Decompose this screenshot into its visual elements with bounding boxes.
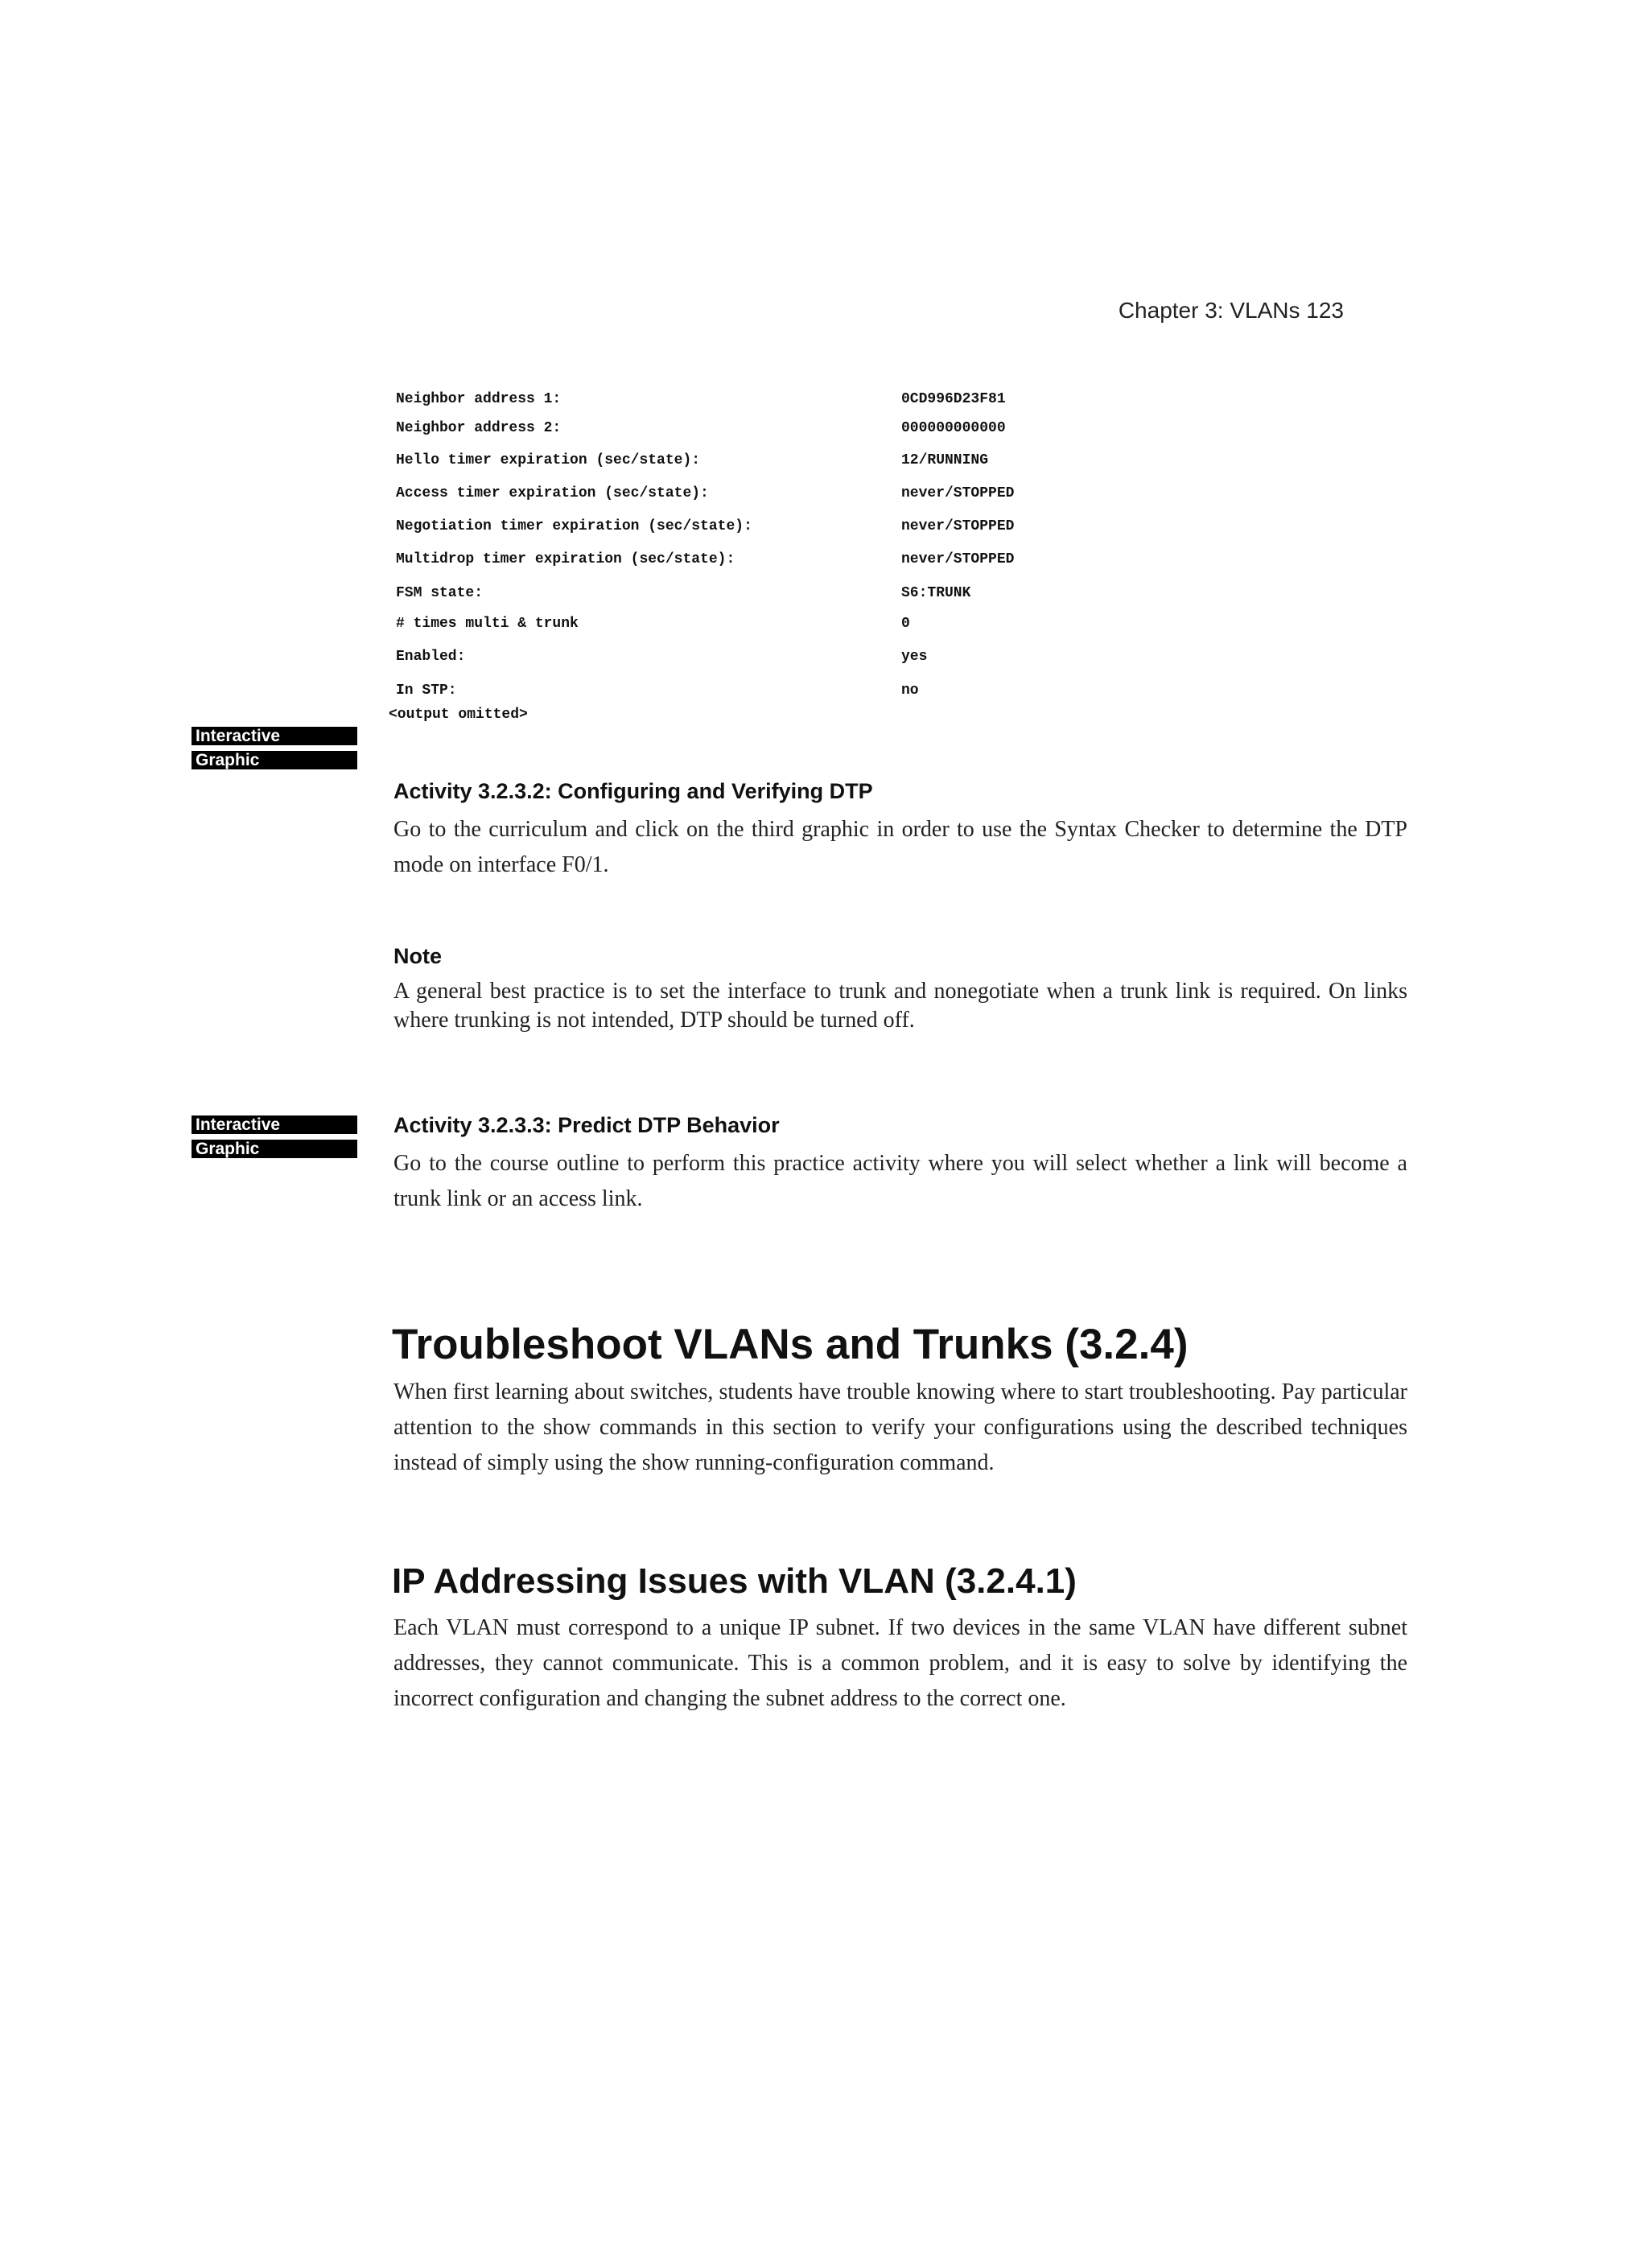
activity-title: Activity 3.2.3.3: Predict DTP Behavior [393,1113,780,1137]
interactive-badge: Interactive [192,1115,357,1134]
code-row [396,585,1120,606]
graphic-badge: Graphic [192,1140,357,1158]
code-value: S6:TRUNK [901,585,971,601]
code-row [396,452,1120,473]
code-row [396,420,1120,441]
code-row [396,551,1120,572]
note-label: Note [393,944,442,968]
activity-body: Go to the curriculum and click on the third graphic in order to use the Syntax Checker to determine the DTP mode on interface F0/1. [393,817,1407,877]
code-value: 12/RUNNING [901,452,989,468]
code-value: 000000000000 [901,420,1006,436]
code-key: # times multi & trunk [396,616,579,632]
activity-title: Activity 3.2.3.2: Configuring and Verifying DTP [393,779,873,803]
output-omitted: <output omitted> [389,707,528,723]
running-head: Chapter 3: VLANs 123 [1118,298,1344,323]
section-title: Troubleshoot VLANs and Trunks (3.2.4) [392,1321,1189,1368]
code-key: Hello timer expiration (sec/state): [396,452,701,468]
code-row [396,616,1120,637]
interactive-badge: Interactive [192,727,357,745]
code-key: Neighbor address 2: [396,420,562,436]
code-key: Multidrop timer expiration (sec/state): [396,551,735,567]
code-value: 0 [901,616,910,632]
code-row [396,391,1120,412]
code-row [396,682,1120,703]
code-value: never/STOPPED [901,518,1015,534]
section-body: When first learning about switches, students have trouble knowing where to start troubleshooting. Pay particular attention to the show commands in this section to verify your configurations using the described techniques instead of simply using the show running-configuration command. [393,1379,1407,1475]
code-key: Negotiation timer expiration (sec/state): [396,518,752,534]
code-key: FSM state: [396,585,484,601]
code-value: yes [901,649,928,665]
note-body: A general best practice is to set the interface to trunk and nonegotiate when a trunk link is required. On links where trunking is not intended, DTP should be turned off. [393,979,1407,1033]
code-value: never/STOPPED [901,551,1015,567]
activity-body: Go to the course outline to perform this practice activity where you will select whether a link will become a trunk link or an access link. [393,1151,1407,1211]
code-key: Access timer expiration (sec/state): [396,485,709,501]
subsection-title: IP Addressing Issues with VLAN (3.2.4.1) [392,1561,1077,1601]
code-value: never/STOPPED [901,485,1015,501]
code-row [396,485,1120,506]
code-value: 0CD996D23F81 [901,391,1006,407]
subsection-body: Each VLAN must correspond to a unique IP subnet. If two devices in the same VLAN have different subnet addresses, they cannot communicate. This is a common problem, and it is easy to solve by identifying the incorrect configuration and changing the subnet address to the correct one. [393,1615,1407,1711]
graphic-badge: Graphic [192,751,357,769]
code-key: In STP: [396,682,457,699]
code-key: Neighbor address 1: [396,391,562,407]
code-row [396,649,1120,670]
code-row [396,518,1120,539]
code-value: no [901,682,919,699]
code-key: Enabled: [396,649,466,665]
